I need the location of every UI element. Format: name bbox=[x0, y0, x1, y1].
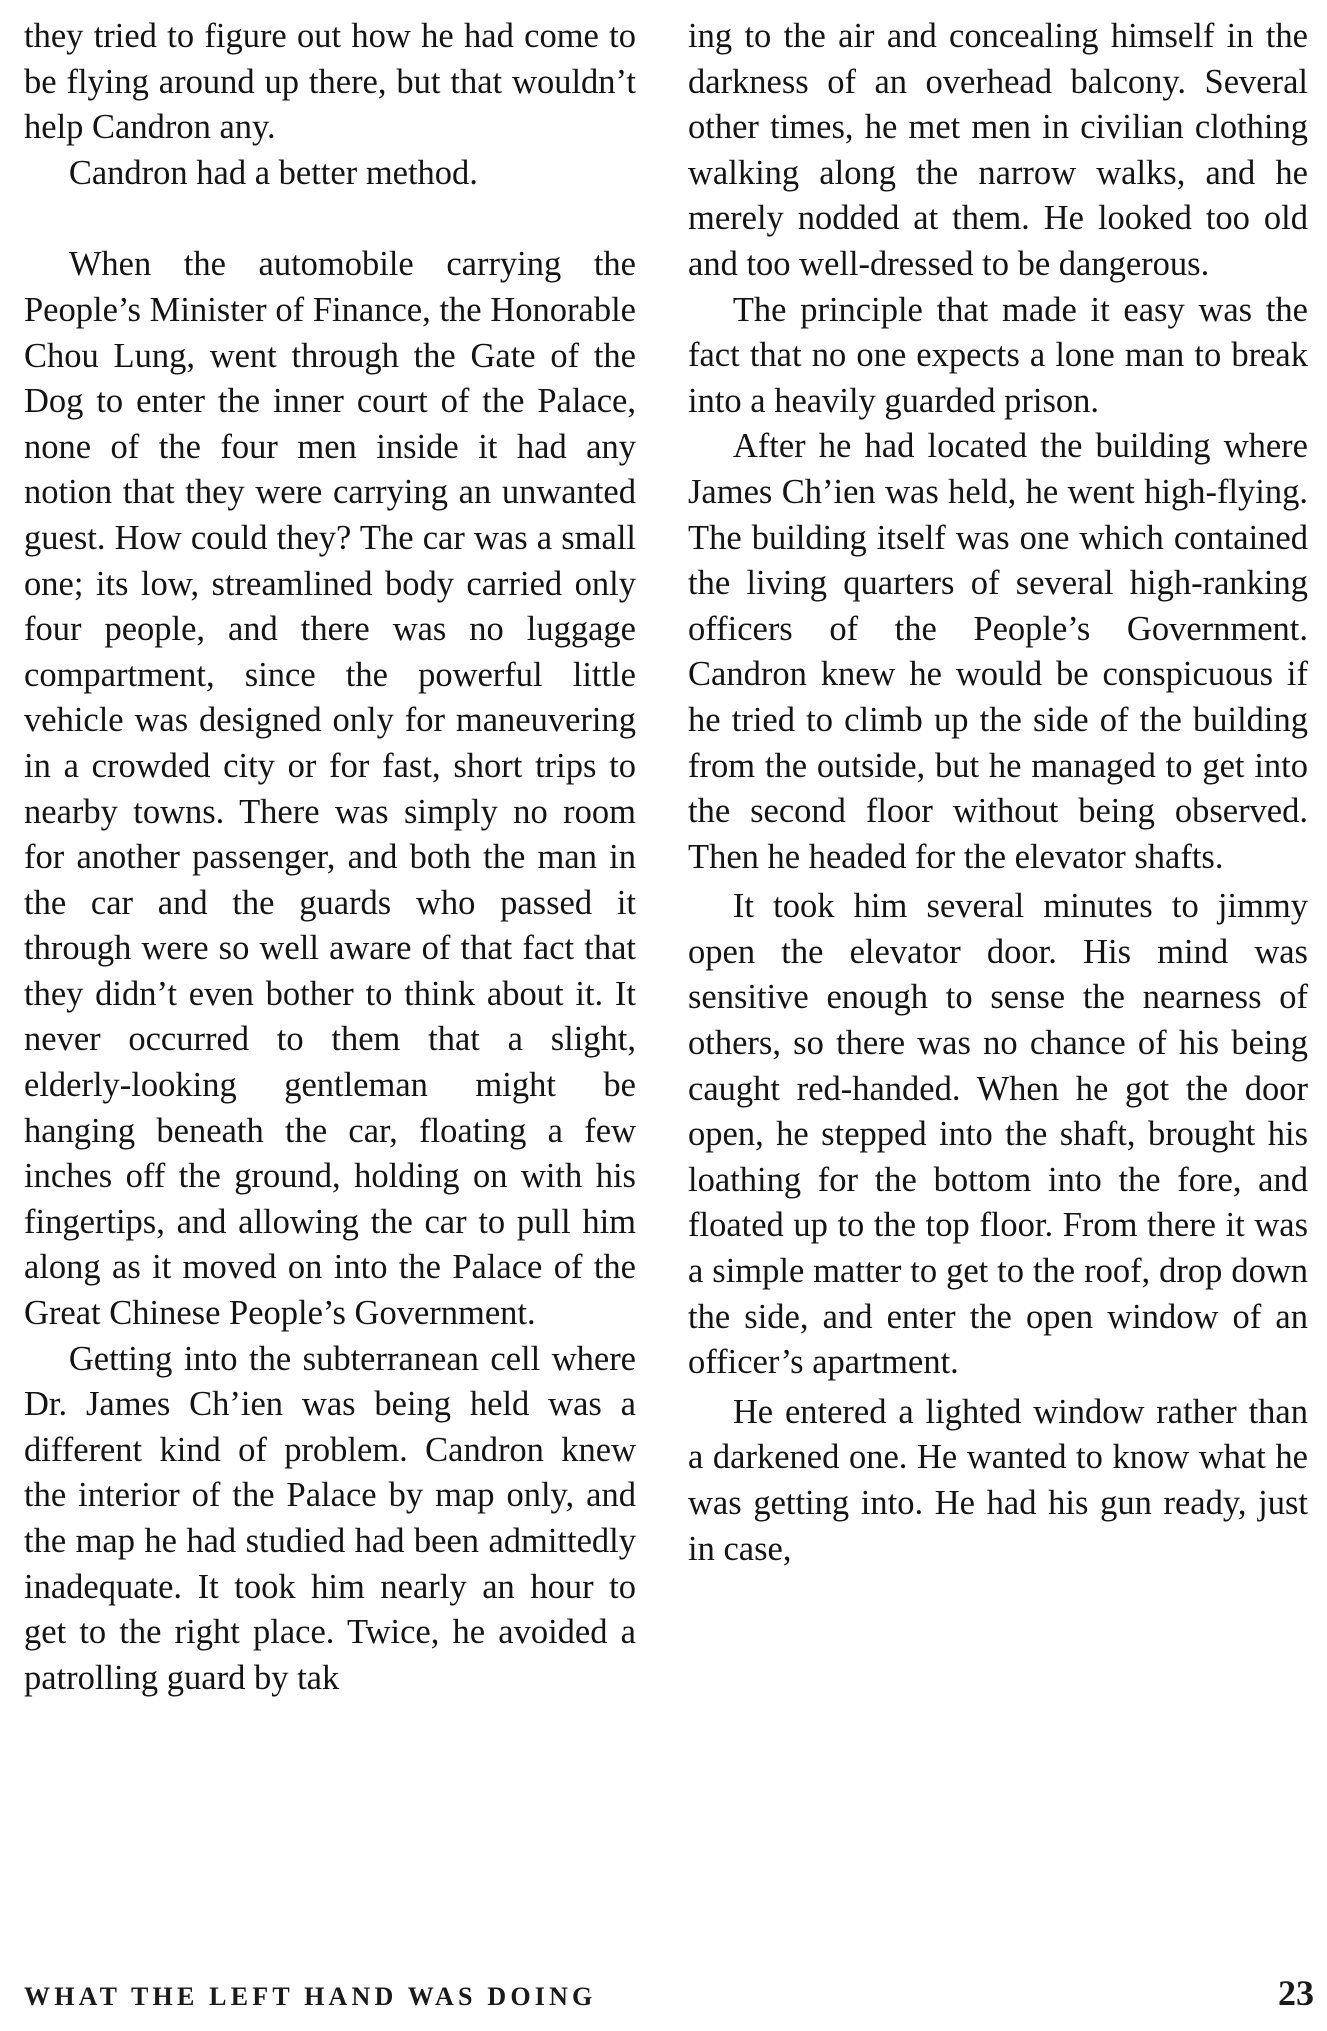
paragraph: After he had located the building where James Ch’ien was held, he went high-flying. The building itself was one which contained the living quarters of several high-ranking officers of the People’s Government. Candron knew he would be conspicuous if he tried to climb up the side of the building from the outside, but he managed to get into the second floor without being observed. Then he headed for the elevator shafts. bbox=[688, 427, 1308, 876]
paragraph-continued: ing to the air and concealing himself in the darkness of an overhead balcony. Several other times, he met men in civilian clothing walking along the narrow walks, and he merely nodded at them. He looked too old and too well-dressed to be dangerous. bbox=[688, 17, 1308, 283]
page-number: 23 bbox=[1278, 1973, 1314, 2013]
paragraph: He entered a lighted window rather than a darkened one. He wanted to know what he was getting into. He had his gun ready, just in case, bbox=[688, 1392, 1308, 1568]
page-footer bbox=[24, 1972, 1314, 2022]
left-text-column bbox=[24, 14, 636, 1701]
running-title: WHAT THE LEFT HAND WAS DOING bbox=[24, 1982, 597, 2011]
paragraph-section-start: When the automobile carrying the People’s Minister of Finance, the Honorable Chou Lung, went through the Gate of the Dog to enter the inner court of the Palace, none of the four men inside it had any notion that they were carrying an unwanted guest. How could they? The car was a small one; its low, streamlined body carried only four people, and there was no luggage compartment, since the powerful little vehicle was designed only for maneuvering in a crowded city or for fast, short trips to nearby towns. There was simply no room for another passenger, and both the man in the car and the guards who passed it through were so well aware of that fact that they didn’t even bother to think about it. It never occurred to them that a slight, elderly-looking gentleman might be hanging beneath the car, floating a few inches off the ground, holding on with his fingertips, and allowing the car to pull him along as it moved on into the Palace of the Great Chinese People’s Government. bbox=[24, 245, 636, 1333]
paragraph: It took him several minutes to jimmy open the elevator door. His mind was sensitive enough to sense the nearness of others, so there was no chance of his being caught red-handed. When he got the door open, he stepped into the shaft, brought his loathing for the bottom into the fore, and floated up to the top floor. From there it was a simple matter to get to the roof, drop down the side, and enter the open window of an officer’s apartment. bbox=[688, 887, 1308, 1382]
right-text-column bbox=[688, 14, 1308, 1572]
paragraph-continued: they tried to figure out how he had come to be flying around up there, but that wouldn’t help Candron any. bbox=[24, 17, 636, 147]
paragraph: Candron had a better method. bbox=[68, 153, 478, 192]
paragraph: The principle that made it easy was the fact that no one expects a lone man to break into a heavily guarded prison. bbox=[688, 290, 1308, 420]
paragraph: Getting into the subterranean cell where Dr. James Ch’ien was being held was a different kind of problem. Candron knew the interior of the Palace by map only, and the map he had studied had been admittedly inadequate. It took him nearly an hour to get to the right place. Twice, he avoided a patrolling guard by tak bbox=[24, 1339, 636, 1697]
